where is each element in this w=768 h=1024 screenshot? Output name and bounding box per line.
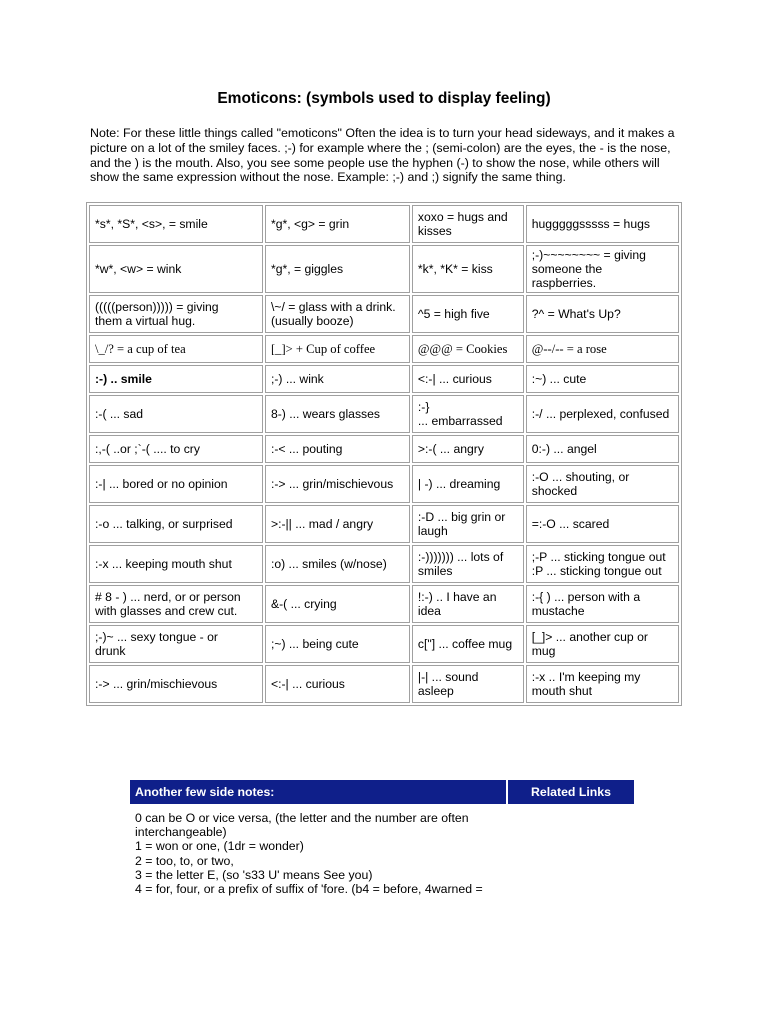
cell-text: ^5 = high five bbox=[417, 306, 490, 321]
cell-text: :o) ... smiles (w/nose) bbox=[270, 556, 387, 571]
cell-text: # 8 - ) ... nerd, or or person bbox=[95, 589, 241, 604]
cell-text: :-O ... shouting, or bbox=[531, 469, 630, 484]
table-cell bbox=[412, 625, 524, 663]
cell-text: *s*, *S*, <s>, = smile bbox=[95, 216, 208, 231]
cell-text: \_/? = a cup of tea bbox=[95, 341, 186, 356]
cell-text: :-/ ... perplexed, confused bbox=[531, 406, 670, 421]
cell-text: idea bbox=[417, 604, 441, 618]
table-cell bbox=[526, 295, 679, 333]
table-cell bbox=[89, 505, 263, 543]
table-row bbox=[89, 585, 679, 623]
table-row bbox=[89, 365, 679, 393]
cell-text: c["] ... coffee mug bbox=[417, 636, 513, 651]
table-cell bbox=[526, 585, 679, 623]
cell-text: (usually booze) bbox=[270, 314, 354, 328]
side-notes-body bbox=[130, 804, 485, 896]
cell-text: xoxo = hugs and bbox=[417, 209, 508, 224]
cell-text: :-o ... talking, or surprised bbox=[95, 516, 233, 531]
cell-text: :-| ... bored or no opinion bbox=[95, 476, 228, 491]
table-cell bbox=[89, 465, 263, 503]
cell-text: mouth shut bbox=[531, 684, 593, 698]
table-cell bbox=[265, 365, 410, 393]
table-cell bbox=[526, 625, 679, 663]
table-cell bbox=[526, 545, 679, 583]
cell-text: :-< ... pouting bbox=[270, 441, 343, 456]
table-cell bbox=[526, 365, 679, 393]
cell-text: *w*, <w> = wink bbox=[95, 261, 182, 276]
table-cell bbox=[412, 545, 524, 583]
related-links-heading: Related Links bbox=[508, 780, 634, 804]
table-cell bbox=[89, 295, 263, 333]
table-cell bbox=[526, 335, 679, 363]
side-note-line: interchangeable) bbox=[135, 825, 227, 840]
table-row bbox=[89, 465, 679, 503]
page-title: Emoticons: (symbols used to display feeling) bbox=[217, 90, 551, 107]
cell-text: ;~) ... being cute bbox=[270, 636, 359, 651]
side-note-line: 3 = the letter E, (so 's33 U' means See you) bbox=[135, 867, 373, 882]
cell-text: raspberries. bbox=[531, 276, 597, 291]
table-cell bbox=[526, 465, 679, 503]
cell-text: asleep bbox=[417, 684, 454, 698]
table-row bbox=[89, 435, 679, 463]
cell-text: :P ... sticking tongue out bbox=[531, 564, 662, 578]
cell-text: :-{ ) ... person with a bbox=[531, 589, 641, 604]
table-cell bbox=[265, 395, 410, 433]
table-row bbox=[89, 205, 679, 243]
cell-text: !:-) .. I have an bbox=[417, 589, 497, 604]
cell-text: <:-| ... curious bbox=[417, 371, 492, 386]
cell-text: kisses bbox=[417, 224, 452, 238]
table-cell bbox=[526, 245, 679, 293]
cell-text: hugggggsssss = hugs bbox=[531, 216, 650, 231]
table-cell bbox=[526, 435, 679, 463]
table-row bbox=[89, 545, 679, 583]
cell-text: mustache bbox=[531, 604, 585, 618]
table-cell bbox=[265, 435, 410, 463]
table-row bbox=[89, 245, 679, 293]
table-cell bbox=[265, 545, 410, 583]
cell-text: =:-O ... scared bbox=[531, 516, 610, 531]
cell-text: :-))))))) ... lots of bbox=[417, 549, 504, 564]
table-cell bbox=[412, 245, 524, 293]
table-cell bbox=[265, 335, 410, 363]
cell-text: shocked bbox=[531, 484, 578, 498]
cell-text: | -) ... dreaming bbox=[417, 476, 501, 491]
table-cell bbox=[89, 435, 263, 463]
side-note-line: 0 can be O or vice versa, (the letter and the number are often bbox=[135, 811, 469, 825]
cell-text: laugh bbox=[417, 524, 448, 538]
table-row bbox=[89, 505, 679, 543]
table-cell bbox=[412, 665, 524, 703]
table-cell bbox=[265, 665, 410, 703]
cell-text: :-x ... keeping mouth shut bbox=[95, 556, 232, 571]
table-cell bbox=[526, 395, 679, 433]
intro-note: Note: For these little things called "emoticons" Often the idea is to turn your head sideways, and it makes a picture on a lot of the smiley faces. ;-) for example where the ; (semi-colon) are the eyes, the - is the nose, and the ) is the mouth. Also, you see some people use the hyphen (-) to show the nose, while others will show the same expression without the nose. Example: ;-) and ;) signify the same thing. bbox=[90, 126, 675, 185]
cell-text: :-D ... big grin or bbox=[417, 509, 506, 524]
table-cell bbox=[265, 505, 410, 543]
table-cell bbox=[412, 585, 524, 623]
table-cell bbox=[412, 365, 524, 393]
cell-text: :,-( ..or ;`-( .... to cry bbox=[95, 441, 200, 456]
cell-text: >:-( ... angry bbox=[417, 441, 484, 456]
cell-text: :-> ... grin/mischievous bbox=[270, 476, 394, 491]
side-note-line: 4 = for, four, or a prefix of suffix of 'fore. (b4 = before, 4warned = bbox=[135, 882, 483, 897]
cell-text: (((((person))))) = giving bbox=[95, 299, 219, 314]
emoticon-table bbox=[86, 202, 682, 706]
table-cell bbox=[89, 365, 263, 393]
table-cell bbox=[265, 625, 410, 663]
table-row bbox=[89, 625, 679, 663]
cell-text: drunk bbox=[95, 644, 126, 658]
cell-text: <:-| ... curious bbox=[270, 676, 345, 691]
table-cell bbox=[265, 585, 410, 623]
table-cell bbox=[89, 335, 263, 363]
table-cell bbox=[89, 245, 263, 293]
table-cell bbox=[89, 545, 263, 583]
side-notes-heading: Another few side notes: bbox=[130, 780, 506, 804]
cell-text: :-) .. smile bbox=[95, 371, 152, 386]
cell-text: ?^ = What's Up? bbox=[531, 306, 621, 321]
cell-text: @--/-- = a rose bbox=[531, 341, 607, 356]
table-cell bbox=[89, 205, 263, 243]
cell-text: :-> ... grin/mischievous bbox=[95, 676, 218, 691]
cell-text: :~) ... cute bbox=[531, 371, 587, 386]
table-cell bbox=[89, 395, 263, 433]
table-cell bbox=[526, 505, 679, 543]
table-cell bbox=[89, 665, 263, 703]
side-notes-header bbox=[130, 780, 638, 804]
table-row bbox=[89, 665, 679, 703]
side-note-line: 2 = too, to, or two, bbox=[135, 853, 234, 868]
table-cell bbox=[412, 205, 524, 243]
side-note-line: 1 = won or one, (1dr = wonder) bbox=[135, 839, 304, 854]
table-cell bbox=[265, 295, 410, 333]
cell-text: :-} bbox=[417, 399, 430, 414]
cell-text: ;-) ... wink bbox=[270, 371, 324, 386]
table-cell bbox=[526, 665, 679, 703]
table-row bbox=[89, 395, 679, 433]
cell-text: *k*, *K* = kiss bbox=[417, 261, 493, 276]
table-cell bbox=[265, 205, 410, 243]
side-notes-section bbox=[130, 780, 638, 896]
cell-text: ... embarrassed bbox=[417, 414, 503, 428]
table-cell bbox=[526, 205, 679, 243]
cell-text: ;-P ... sticking tongue out bbox=[531, 549, 666, 564]
cell-text: :-( ... sad bbox=[95, 406, 144, 421]
table-cell bbox=[412, 435, 524, 463]
table-cell bbox=[412, 295, 524, 333]
cell-text: them a virtual hug. bbox=[95, 314, 196, 328]
table-cell bbox=[412, 395, 524, 433]
cell-text: *g*, <g> = grin bbox=[270, 216, 350, 231]
cell-text: &-( ... crying bbox=[270, 596, 337, 611]
table-cell bbox=[412, 335, 524, 363]
table-cell bbox=[89, 585, 263, 623]
table-cell bbox=[265, 465, 410, 503]
cell-text: [_]> + Cup of coffee bbox=[270, 341, 376, 356]
table-cell bbox=[265, 245, 410, 293]
cell-text: @@@ = Cookies bbox=[417, 341, 508, 356]
cell-text: [_]> ... another cup or bbox=[531, 629, 648, 644]
cell-text: \~/ = glass with a drink. bbox=[270, 299, 396, 314]
cell-text: :-x .. I'm keeping my bbox=[531, 669, 641, 684]
cell-text: ;-)~~~~~~~~ = giving bbox=[531, 247, 646, 262]
cell-text: 8-) ... wears glasses bbox=[270, 406, 380, 421]
cell-text: |-| ... sound bbox=[417, 669, 479, 684]
cell-text: mug bbox=[531, 644, 556, 658]
cell-text: someone the bbox=[531, 261, 603, 276]
table-row bbox=[89, 295, 679, 333]
cell-text: with glasses and crew cut. bbox=[95, 604, 238, 618]
cell-text: ;-)~ ... sexy tongue - or bbox=[95, 629, 218, 644]
cell-text: 0:-) ... angel bbox=[531, 441, 597, 456]
table-row bbox=[89, 335, 679, 363]
table-cell bbox=[89, 625, 263, 663]
cell-text: >:-|| ... mad / angry bbox=[270, 516, 374, 531]
table-cell bbox=[412, 465, 524, 503]
cell-text: *g*, = giggles bbox=[270, 261, 344, 276]
table-cell bbox=[412, 505, 524, 543]
cell-text: smiles bbox=[417, 564, 453, 578]
